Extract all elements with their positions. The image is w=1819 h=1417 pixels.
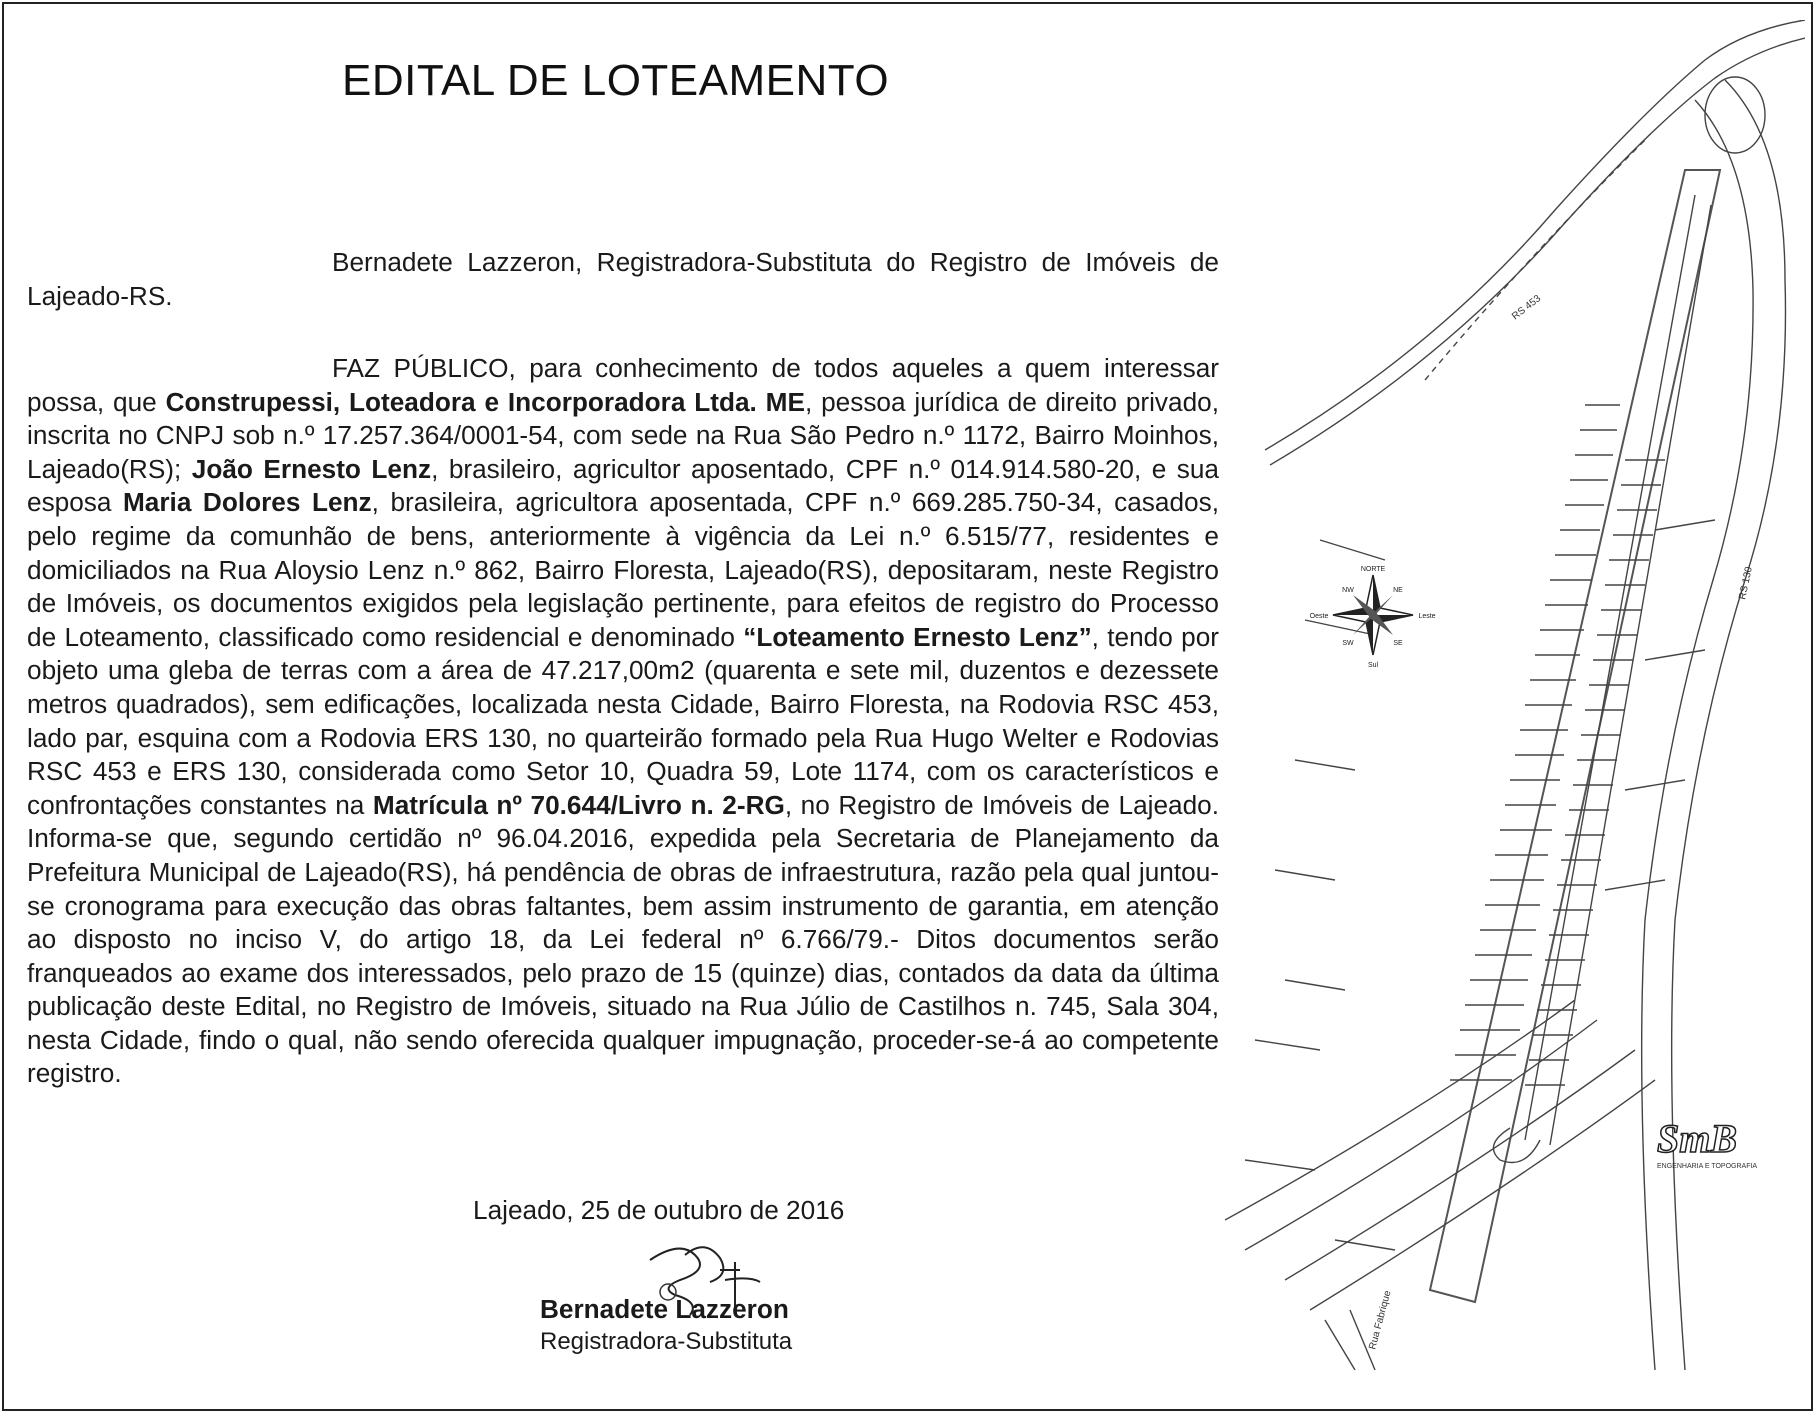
subdivision-plan (1225, 20, 1805, 1370)
svg-text:NORTE: NORTE (1360, 566, 1386, 573)
svg-text:SE: SE (1393, 640, 1403, 647)
intro-paragraph: Bernadete Lazzeron, Registradora-Substituta do Registro de Imóveis de Lajeado-RS. (27, 247, 1219, 311)
svg-text:Leste: Leste (1418, 613, 1436, 620)
road-label-rs130: RS 130 (1737, 565, 1755, 601)
spouse-name: Maria Dolores Lenz (122, 487, 372, 518)
svg-text:Sul: Sul (1367, 662, 1379, 669)
compass-rose-icon (1310, 566, 1436, 669)
svg-text:NE: NE (1393, 587, 1403, 594)
owner-name: João Ernesto Lenz (191, 453, 432, 484)
subdivision-name: “Loteamento Ernesto Lenz” (743, 621, 1092, 652)
svg-text:Oeste: Oeste (1309, 613, 1329, 620)
signer-name: Bernadete Lazzeron (540, 1294, 789, 1324)
page-title: EDITAL DE LOTEAMENTO (342, 56, 890, 105)
svg-text:SmB: SmB (1657, 1116, 1738, 1161)
engineering-logo (1657, 1116, 1757, 1170)
body-paragraph: FAZ PÚBLICO, para conhecimento de todos aqueles a quem interessar possa, que Construpessi, Loteadora e Incorporadora Ltda. ME, pessoa jurídica de direito privado, inscrita no CNPJ sob n.º 17.257.364/0001-54, com sede na Rua São Pedro n.º 1172, Bairro Moinhos, Lajeado(RS); João Ernesto Lenz, brasileiro, agricultor aposentado, CPF n.º 014.914.580-20, e sua esposa Maria Dolores Lenz, brasileira, agricultora aposentada, CPF n.º 669.285.750-34, casados, pelo regime da comunhão de bens, anteriormente à vigência da Lei n.º 6.515/77, residentes e domiciliados na Rua Aloysio Lenz n.º 862, Bairro Floresta, Lajeado(RS), depositaram, neste Registro de Imóveis, os documentos exigidos pela legislação pertinente, para efeitos de registro do Processo de Loteamento, classificado como residencial e denominado “Loteamento Ernesto Lenz”, tendo por objeto uma gleba de terras com a área de 47.217,00m2 (quarenta e sete mil, duzentos e dezessete metros quadrados), sem edificações, localizada nesta Cidade, Bairro Floresta, na Rodovia RSC 453, lado par, esquina com a Rodovia ERS 130, no quarteirão formado pela Rua Hugo Welter e Rodovias RSC 453 e ERS 130, considerada como Setor 10, Quadra 59, Lote 1174, com os característicos e confrontações constantes na Matrícula nº 70.644/Livro n. 2-RG, no Registro de Imóveis de Lajeado. Informa-se que, segundo certidão nº 96.04.2016, expedida pela Secretaria de Planejamento da Prefeitura Municipal de Lajeado(RS), há pendência de obras de infraestrutura, razão pela qual juntou-se cronograma para execução das obras faltantes, bem assim instrumento de garantia, em atenção ao disposto no inciso V, do artigo 18, da Lei federal nº 6.766/79.- Ditos documentos serão franqueados ao exame dos interessados, pelo prazo de 15 (quinze) dias, contados da data da última publicação deste Edital, no Registro de Imóveis, situado na Rua Júlio de Castilhos n. 745, Sala 304, nesta Cidade, findo o qual, não sendo oferecida qualquer impugnação, proceder-se-á ao competente registro. (27, 353, 1219, 1089)
svg-text:ENGENHARIA E TOPOGRAFIA: ENGENHARIA E TOPOGRAFIA (1657, 1163, 1758, 1170)
document-date: Lajeado, 25 de outubro de 2016 (473, 1195, 845, 1225)
svg-text:SW: SW (1342, 640, 1354, 647)
road-label-rua-fabrique: Rua Fabrique (1367, 1289, 1394, 1351)
svg-text:NW: NW (1342, 587, 1354, 594)
road-label-rs453: RS 453 (1510, 293, 1544, 323)
signer-role: Registradora-Substituta (540, 1328, 793, 1355)
registry-number: Matrícula nº 70.644/Livro n. 2-RG (372, 789, 785, 820)
company-name: Construpessi, Loteadora e Incorporadora Ltda. ME (165, 386, 805, 417)
